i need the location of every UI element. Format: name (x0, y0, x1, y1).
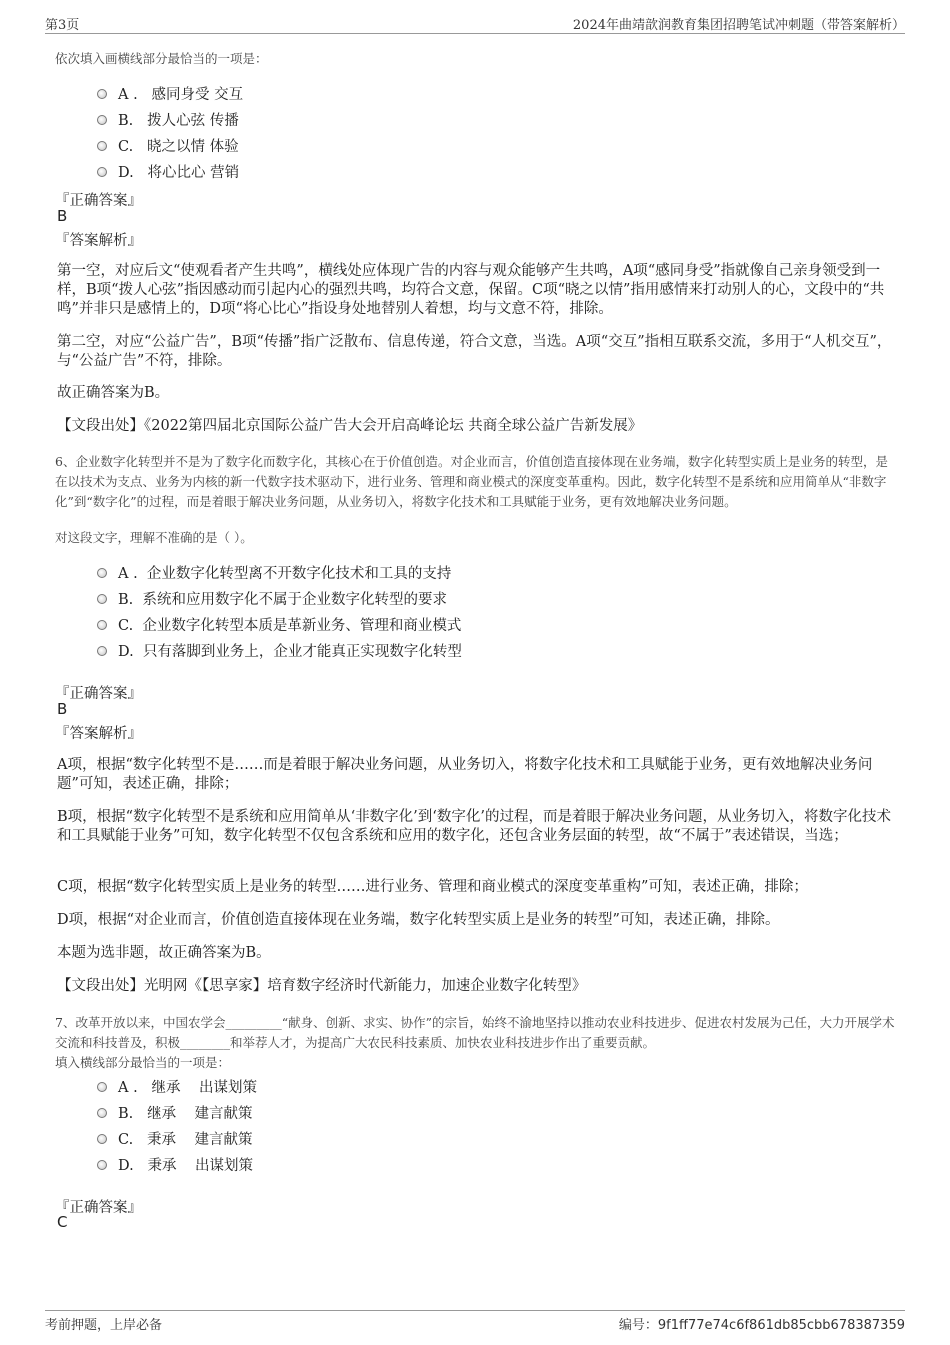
q7-option-c[interactable]: C. 秉承 建言献策 (97, 1128, 252, 1149)
q5-analysis-label: 『答案解析』 (55, 233, 142, 249)
q7-option-a[interactable]: A . 继承 出谋划策 (97, 1076, 257, 1097)
radio-icon[interactable] (97, 89, 107, 99)
q5-option-d[interactable]: D. 将心比心 营销 (97, 161, 239, 182)
footer-slogan: 考前押题，上岸必备 (45, 1318, 163, 1333)
q7-stem: 7、改革开放以来，中国农学会_________“献身、创新、求实、协作”的宗旨，始终不渝地坚持以推动农业科技进步、促进农村发展为己任，大力开展学术交流和科技普及，积极________和举荐人才，为提高广大农民科技素质、加快农业科技进步作出了重要贡献。 (55, 1015, 895, 1050)
q5-analysis-paragraph: 故正确答案为B。 (57, 385, 170, 401)
q6-option-c[interactable]: C. 企业数字化转型本质是革新业务、管理和商业模式 (97, 614, 461, 635)
radio-icon[interactable] (97, 1160, 107, 1170)
radio-icon[interactable] (97, 1082, 107, 1092)
q7-answer-label: 『正确答案』 (55, 1200, 142, 1216)
header-divider (45, 33, 905, 34)
q5-answer-label: 『正确答案』 (55, 193, 142, 209)
q6-option-a[interactable]: A . 企业数字化转型离不开数字化技术和工具的支持 (97, 562, 451, 583)
radio-icon[interactable] (97, 115, 107, 125)
q6-option-b[interactable]: B. 系统和应用数字化不属于企业数字化转型的要求 (97, 588, 447, 609)
q5-analysis-paragraph: 第一空，对应后文“使观看者产生共鸣”，横线处应体现广告的内容与观众能够产生共鸣，A项“感同身受”指就像自己亲身领受到一样，B项“拨人心弦”指因感动而引起内心的强烈共鸣，均符合文意，保留。C项“晓之以情”指用感情来打动别人的心，文段中的“共鸣”并非只是感情上的，D项“将心比心”指设身处地替别人着想，均与文意不符，排除。 (57, 263, 885, 317)
q6-source: 【文段出处】光明网《【思享家】培育数字经济时代新能力，加速企业数字化转型》 (57, 978, 587, 994)
q6-analysis-paragraph: A项，根据“数字化转型不是……而是着眼于解决业务问题，从业务切入，将数字化技术和工具赋能于业务，更有效地解决业务问题”可知，表述正确，排除； (57, 757, 873, 792)
radio-icon[interactable] (97, 1134, 107, 1144)
q5-source: 【文段出处】《2022第四届北京国际公益广告大会开启高峰论坛 共商全球公益广告新发展》 (57, 418, 643, 434)
radio-icon[interactable] (97, 141, 107, 151)
radio-icon[interactable] (97, 646, 107, 656)
page-number: 第3页 (45, 18, 80, 33)
q7-answer: C (57, 1213, 68, 1231)
page-footer (45, 1314, 905, 1332)
q6-analysis-label: 『答案解析』 (55, 726, 142, 742)
q5-option-b[interactable]: B. 拨人心弦 传播 (97, 109, 239, 130)
document-code: 编号：9f1ff77e74c6f861db85cbb678387359 (618, 1318, 905, 1333)
radio-icon[interactable] (97, 1108, 107, 1118)
q6-analysis-paragraph: D项，根据“对企业而言，价值创造直接体现在业务端，数字化转型实质上是业务的转型”可知，表述正确，排除。 (57, 912, 780, 928)
radio-icon[interactable] (97, 568, 107, 578)
q6-answer: B (57, 700, 68, 718)
q6-analysis-paragraph: 本题为选非题，故正确答案为B。 (57, 945, 271, 961)
q6-analysis-paragraph: B项，根据“数字化转型不是系统和应用简单从‘非数字化’到‘数字化’的过程，而是着眼于解决业务问题，从业务切入，将数字化技术和工具赋能于业务”可知，数字化转型不仅包含系统和应用的数字化，还包含业务层面的转型，故“不属于”表述错误，当选； (57, 809, 891, 844)
radio-icon[interactable] (97, 167, 107, 177)
q7-prompt: 填入横线部分最恰当的一项是： (55, 1055, 231, 1070)
q7-option-b[interactable]: B. 继承 建言献策 (97, 1102, 253, 1123)
q7-option-d[interactable]: D. 秉承 出谋划策 (97, 1154, 253, 1175)
q6-option-d[interactable]: D. 只有落脚到业务上，企业才能真正实现数字化转型 (97, 640, 462, 661)
q5-option-c[interactable]: C. 晓之以情 体验 (97, 135, 239, 156)
q5-analysis-paragraph: 第二空，对应“公益广告”，B项“传播”指广泛散布、信息传递，符合文意，当选。A项“交互”指相互联系交流，多用于“人机交互”，与“公益广告”不符，排除。 (57, 334, 892, 369)
q5-answer: B (57, 207, 68, 225)
q6-stem: 6、企业数字化转型并不是为了数字化而数字化，其核心在于价值创造。对企业而言，价值创造直接体现在业务端，数字化转型实质上是业务的转型，是在以技术为支点、业务为内核的新一代数字技术驱动下，进行业务、管理和商业模式的深度变革重构。因此，数字化转型不是系统和应用简单从“非数字化”到“数字化”的过程，而是着眼于解决业务问题，从业务切入，将数字化技术和工具赋能于业务，更有效地解决业务问题。 (55, 454, 888, 509)
page-header (45, 14, 905, 32)
document-title: 2024年曲靖歆润教育集团招聘笔试冲刺题（带答案解析） (572, 18, 905, 33)
q6-answer-label: 『正确答案』 (55, 686, 142, 702)
footer-divider (45, 1310, 905, 1311)
radio-icon[interactable] (97, 594, 107, 604)
q6-prompt: 对这段文字，理解不准确的是（ ）。 (55, 530, 253, 545)
q5-prompt: 依次填入画横线部分最恰当的一项是： (55, 51, 268, 66)
q6-analysis-paragraph: C项，根据“数字化转型实质上是业务的转型……进行业务、管理和商业模式的深度变革重构”可知，表述正确，排除； (57, 879, 808, 895)
q5-option-a[interactable]: A . 感同身受 交互 (97, 83, 243, 104)
radio-icon[interactable] (97, 620, 107, 630)
